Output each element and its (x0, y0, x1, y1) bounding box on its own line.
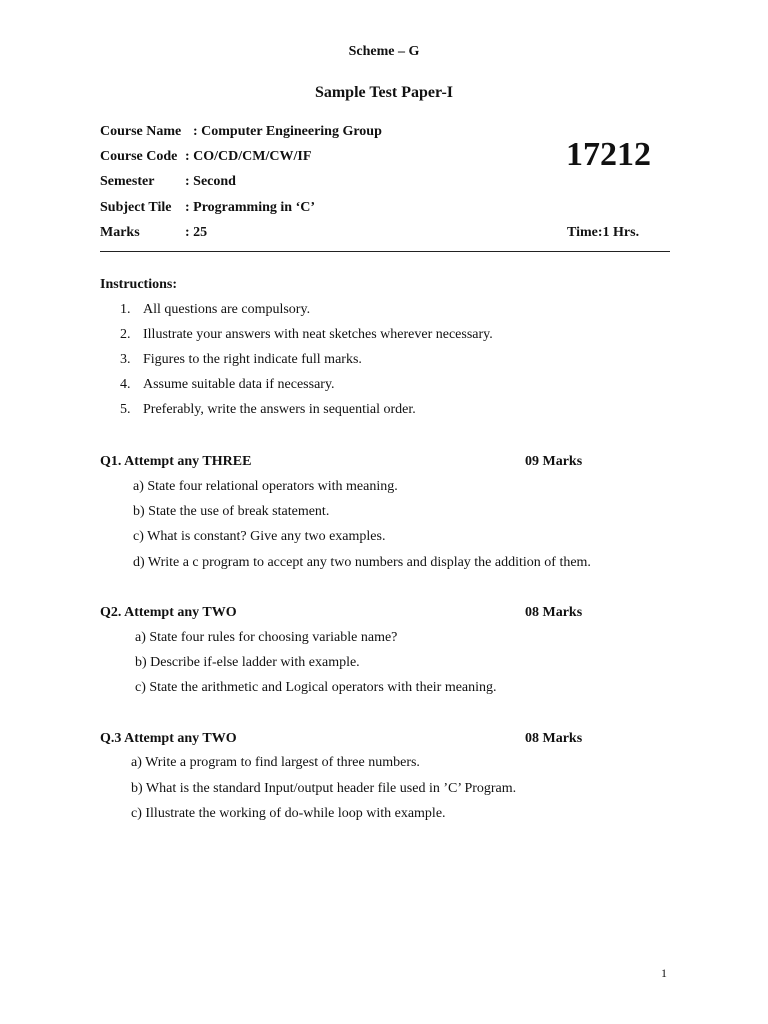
instruction-item (120, 302, 310, 318)
semester-value: : Second (185, 174, 236, 189)
instruction-item (120, 327, 493, 343)
instruction-number: 5. (120, 402, 131, 417)
marks-label: Marks (100, 225, 140, 240)
question-1-part-a: a) State four relational operators with meaning. (133, 479, 398, 494)
instruction-number: 3. (120, 352, 131, 367)
question-1-part-d: d) Write a c program to accept any two numbers and display the addition of them. (133, 555, 591, 570)
question-2-marks: 08 Marks (525, 605, 583, 620)
paper-code: 17212 (566, 136, 651, 173)
instruction-item (120, 402, 416, 418)
question-1-part-b: b) State the use of break statement. (133, 504, 330, 519)
course-name-value: : Computer Engineering Group (193, 124, 382, 139)
header-divider (100, 251, 670, 252)
instruction-text: All questions are compulsory. (143, 302, 311, 317)
question-2-part-c: c) State the arithmetic and Logical operators with their meaning. (135, 680, 497, 695)
instruction-number: 1. (120, 302, 131, 317)
question-1-marks: 09 Marks (525, 454, 583, 469)
instruction-number: 2. (120, 327, 131, 342)
marks-value: : 25 (185, 225, 208, 240)
course-code-value: : CO/CD/CM/CW/IF (185, 149, 312, 164)
question-2-part-a: a) State four rules for choosing variable name? (135, 630, 398, 645)
instruction-text: Figures to the right indicate full marks. (143, 352, 362, 367)
instruction-number: 4. (120, 377, 131, 392)
page-title: Sample Test Paper-I (314, 84, 454, 101)
page-number: 1 (661, 966, 667, 980)
question-3-marks: 08 Marks (525, 731, 583, 746)
course-code-label: Course Code (100, 149, 178, 164)
semester-label: Semester (100, 174, 155, 189)
course-name-label: Course Name (100, 124, 182, 139)
subject-label: Subject Tile (100, 200, 172, 215)
question-3-part-a: a) Write a program to find largest of three numbers. (131, 755, 420, 770)
subject-value: : Programming in ‘C’ (185, 200, 315, 215)
time-allowed: Time:1 Hrs. (567, 225, 640, 240)
question-3-heading: Q.3 Attempt any TWO (100, 731, 237, 746)
question-2-heading: Q2. Attempt any TWO (100, 605, 237, 620)
instruction-text: Preferably, write the answers in sequential order. (143, 402, 416, 417)
instruction-item (120, 352, 362, 368)
instruction-text: Illustrate your answers with neat sketches wherever necessary. (143, 327, 493, 342)
question-3-part-c: c) Illustrate the working of do-while loop with example. (131, 806, 446, 821)
question-3-part-b: b) What is the standard Input/output header file used in ’C’ Program. (131, 781, 517, 796)
instructions-heading: Instructions: (100, 277, 178, 292)
instruction-item (120, 377, 335, 393)
instruction-text: Assume suitable data if necessary. (143, 377, 335, 392)
question-1-heading: Q1. Attempt any THREE (100, 454, 252, 469)
scheme-label: Scheme – G (348, 44, 420, 59)
question-2-part-b: b) Describe if-else ladder with example. (135, 655, 360, 670)
question-1-part-c: c) What is constant? Give any two examples. (133, 529, 386, 544)
